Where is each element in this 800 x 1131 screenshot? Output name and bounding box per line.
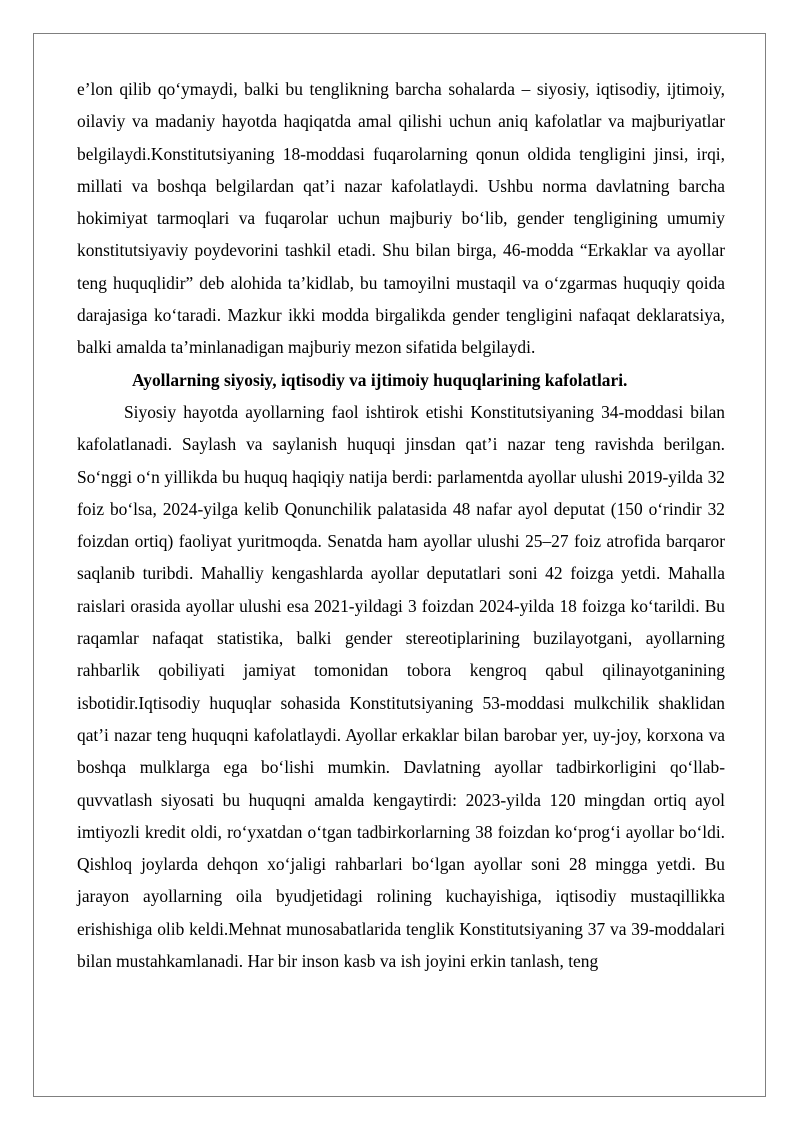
document-body (77, 73, 725, 977)
paragraph-constitutional-equality: e’lon qilib qo‘ymaydi, balki bu tenglikning barcha sohalarda – siyosiy, iqtisodiy, ijtimoiy, oilaviy va madaniy hayotda haqiqatda amal qilishi uchun aniq kafolatlar va majburiyatlar belgilaydi.Konstitutsiyaning 18-moddasi fuqarolarning qonun oldida tengligini jinsi, irqi, millati va boshqa belgilardan qat’i nazar kafolatlaydi. Ushbu norma davlatning barcha hokimiyat tarmoqlari va fuqarolar uchun majburiy bo‘lib, gender tengligining umumiy konstitutsiyaviy poydevorini tashkil etadi. Shu bilan birga, 46-modda “Erkaklar va ayollar teng huquqlidir” deb alohida ta’kidlab, bu tamoyilni mustaqil va o‘zgarmas huquqiy qoida darajasiga ko‘taradi. Mazkur ikki modda birgalikda gender tengligini nafaqat deklaratsiya, balki amalda ta’minlanadigan majburiy mezon sifatida belgilaydi. (77, 79, 725, 358)
paragraph-rights-guarantees: Siyosiy hayotda ayollarning faol ishtirok etishi Konstitutsiyaning 34-moddasi bilan kafolatlanadi. Saylash va saylanish huquqi jinsdan qat’i nazar teng ravishda berilgan. So‘nggi o‘n yillikda bu huquq haqiqiy natija berdi: parlamentda ayollar ulushi 2019-yilda 32 foiz bo‘lsa, 2024-yilga kelib Qonunchilik palatasida 48 nafar ayol deputat (150 o‘rindir 32 foizdan ortiq) faoliyat yuritmoqda. Senatda ham ayollar ulushi 25–27 foiz atrofida barqaror saqlanib turibdi. Mahalliy kengashlarda ayollar deputatlari soni 42 foizga yetdi. Mahalla raislari orasida ayollar ulushi esa 2021-yildagi 3 foizdan 2024-yilda 18 foizga ko‘tarildi. Bu raqamlar nafaqat statistika, balki gender stereotiplarining buzilayotgani, ayollarning rahbarlik qobiliyati jamiyat tomonidan tobora kengroq qabul qilinayotganining isbotidir.Iqtisodiy huquqlar sohasida Konstitutsiyaning 53-moddasi mulkchilik shaklidan qat’i nazar teng huquqni kafolatlaydi. Ayollar erkaklar bilan barobar yer, uy-joy, korxona va boshqa mulklarga ega bo‘lishi mumkin. Davlatning ayollar tadbirkorligini qo‘llab-quvvatlash siyosati bu huquqni amalda kengaytirdi: 2023-yilda 120 mingdan ortiq ayol imtiyozli kredit oldi, ro‘yxatdan o‘tgan tadbirkorlarning 38 foizdan ko‘prog‘i ayollar bo‘ldi. Qishloq joylarda dehqon xo‘jaligi rahbarlari bo‘lgan ayollar soni 28 mingga yetdi. Bu jarayon ayollarning oila byudjetidagi rolining kuchayishiga, iqtisodiy mustaqillikka erishishiga olib keldi.Mehnat munosabatlarida tenglik Konstitutsiyaning 37 va 39-moddalari bilan mustahkamlanadi. Har bir inson kasb va ish joyini erkin tanlash, teng (77, 401, 725, 972)
section-heading: Ayollarning siyosiy, iqtisodiy va ijtimoiy huquqlarining kafolatlari. (132, 369, 628, 390)
